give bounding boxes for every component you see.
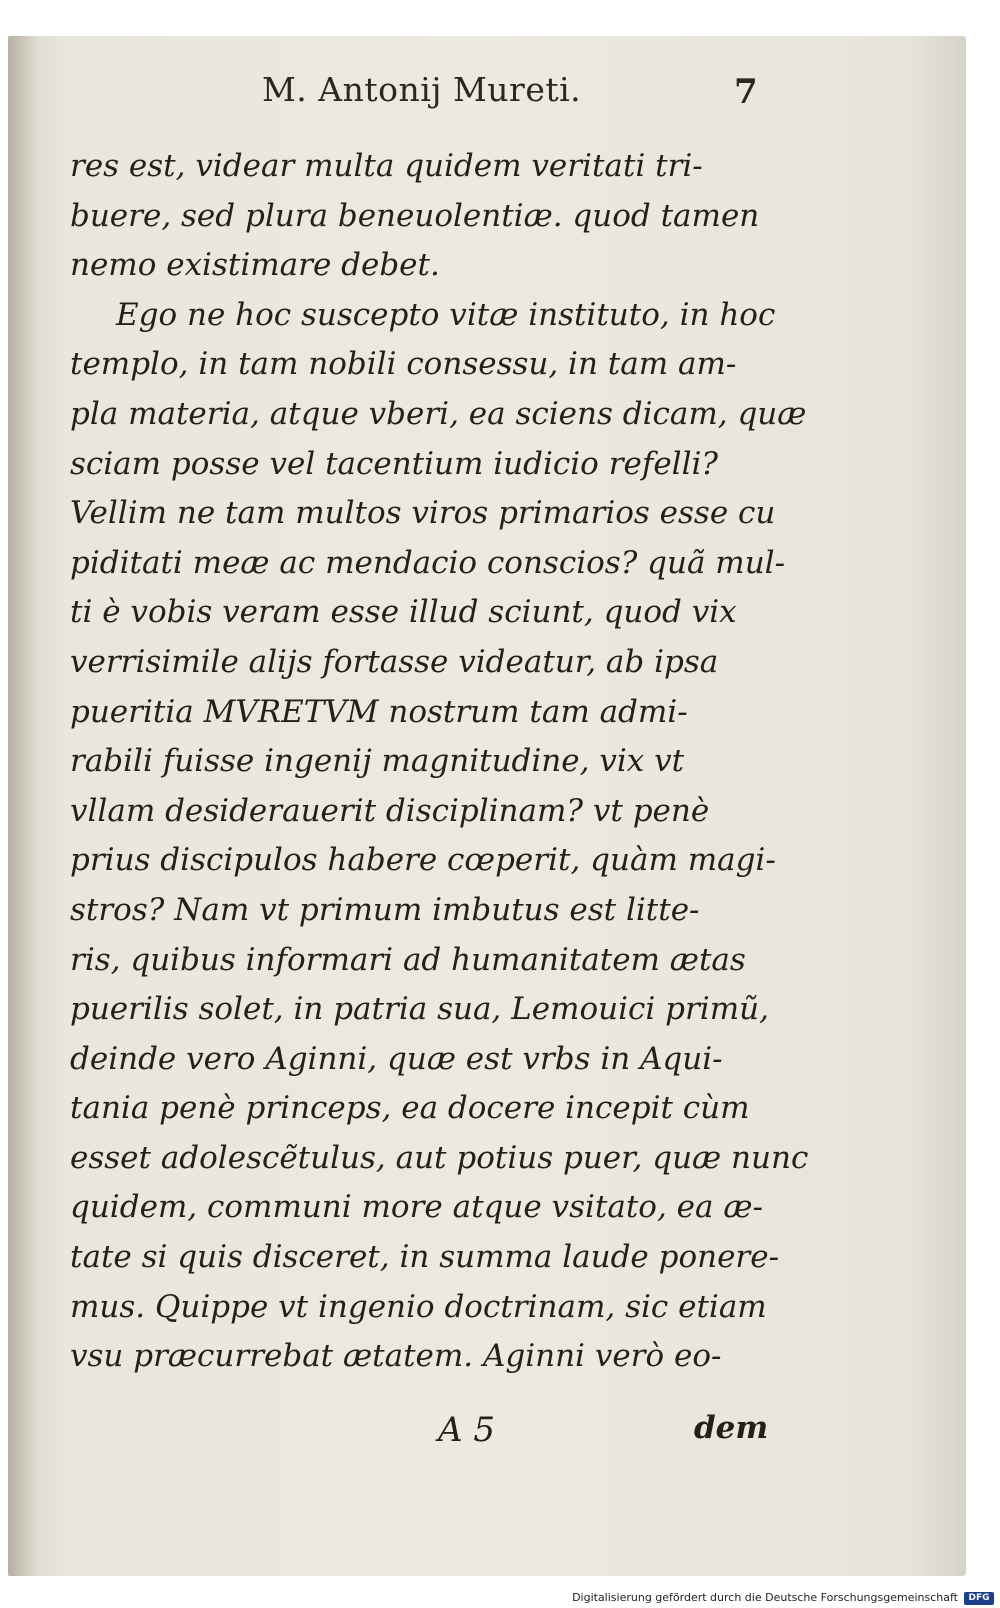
digitization-footer: [0, 1590, 1000, 1608]
text-line: pueritia MVRETVM nostrum tam admi-: [70, 693, 688, 730]
text-line: piditati meæ ac mendacio conscios? quã mul-: [70, 544, 786, 581]
page-binding-shadow: [8, 36, 38, 1576]
text-line: buere, sed plura beneuolentiæ. quod tamen: [70, 197, 760, 234]
text-line: res est, videar multa quidem veritati tri-: [70, 148, 703, 184]
text-block: [70, 142, 809, 1382]
text-line: pla materia, atque vberi, ea sciens dicam, quæ: [70, 395, 807, 432]
dfg-logo-icon: DFG: [964, 1592, 994, 1605]
text-line: vllam desiderauerit disciplinam? vt penè: [70, 792, 710, 829]
page-number: 7: [734, 72, 758, 112]
signature-catchword-row: [0, 1410, 1000, 1460]
text-line: quidem, communi more atque vsitato, ea æ-: [70, 1189, 763, 1226]
text-line: vsu præcurrebat ætatem. Aginni verò eo-: [70, 1338, 722, 1375]
text-line: sciam posse vel tacentium iudicio refelli?: [70, 445, 719, 482]
text-line: rabili fuisse ingenij magnitudine, vix vt: [70, 743, 685, 780]
page-header: [0, 70, 1000, 130]
text-line: Ego ne hoc suscepto vitæ instituto, in hoc: [116, 296, 776, 333]
text-line: prius discipulos habere cœperit, quàm magi-: [70, 842, 776, 879]
text-line: stros? Nam vt primum imbutus est litte-: [70, 891, 700, 928]
text-line: templo, in tam nobili consessu, in tam am-: [70, 346, 737, 383]
text-line: ris, quibus informari ad humanitatem ætas: [70, 941, 746, 978]
text-line: Vellim ne tam multos viros primarios esse cu: [70, 495, 776, 532]
text-line: tania penè princeps, ea docere incepit cùm: [70, 1090, 750, 1127]
text-line: esset adolescẽtulus, aut potius puer, quæ nunc: [70, 1139, 809, 1176]
text-line: verrisimile alijs fortasse videatur, ab ipsa: [70, 643, 719, 680]
text-line: puerilis solet, in patria sua, Lemouici primũ,: [70, 991, 769, 1028]
text-line: nemo existimare debet.: [70, 247, 440, 284]
text-line: ti è vobis veram esse illud sciunt, quod vix: [70, 594, 737, 631]
text-line: deinde vero Aginni, quæ est vrbs in Aqui-: [70, 1040, 723, 1077]
funding-credit: Digitalisierung gefördert durch die Deutsche Forschungsgemeinschaft: [572, 1591, 958, 1604]
catchword: dem: [694, 1410, 769, 1446]
signature-mark: A 5: [438, 1410, 495, 1450]
text-line: tate si quis disceret, in summa laude ponere-: [70, 1239, 780, 1276]
text-line: mus. Quippe vt ingenio doctrinam, sic etiam: [70, 1288, 767, 1325]
running-title: M. Antonij Mureti.: [262, 70, 582, 109]
